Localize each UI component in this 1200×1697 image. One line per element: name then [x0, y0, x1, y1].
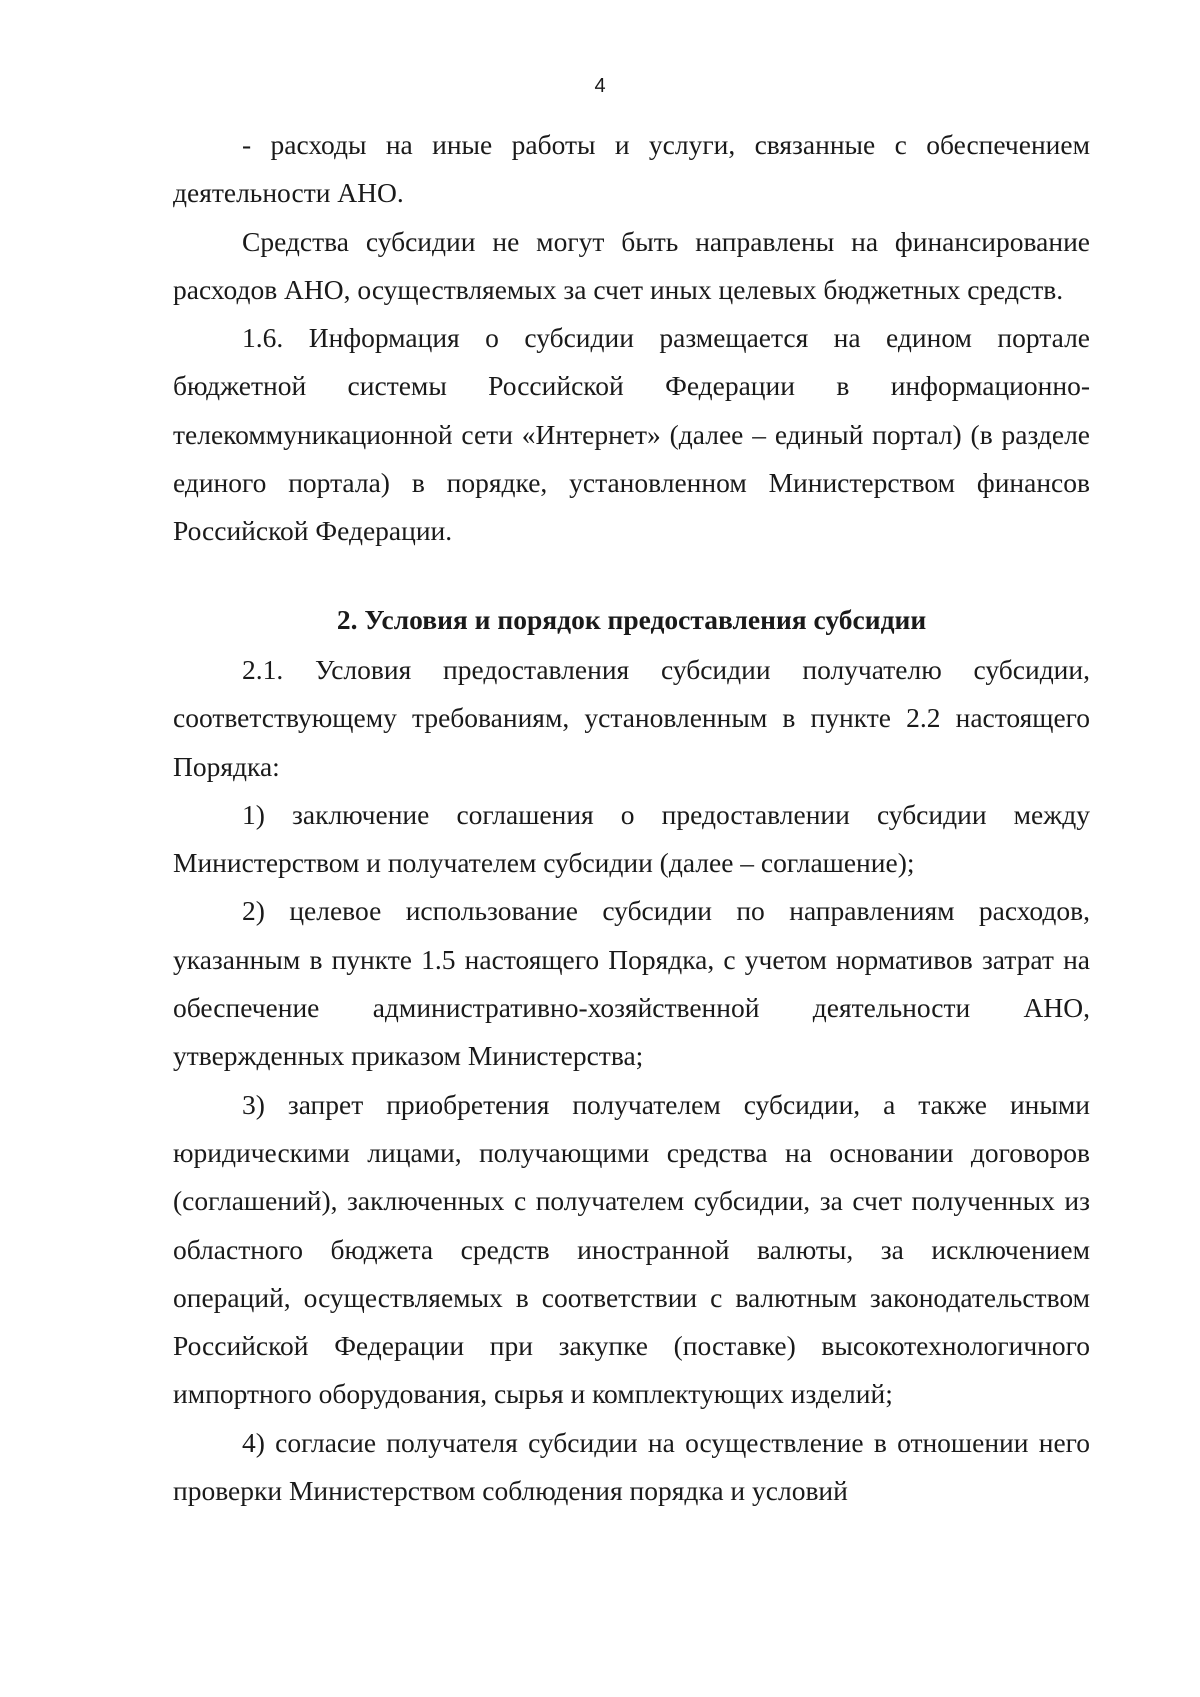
page-number: 4 — [594, 75, 606, 97]
list-item-3: 3) запрет приобретения получателем субсидии, а также иными юридическими лицами, получающими средства на основании договоров (соглашений), заключенных с получателем субсидии, за счет полученных из областного бюджета средств иностранной валюты, за исключением операций, осуществляемых в соответствии с валютным законодательством Российской Федерации при закупке (поставке) высокотехнологичного импортного оборудования, сырья и комплектующих изделий; — [173, 1088, 1090, 1410]
paragraph-2-1: 2.1. Условия предоставления субсидии получателю субсидии, соответствующему требованиям, установленным в пункте 2.2 настоящего Порядка: — [173, 653, 1090, 782]
list-item-2: 2) целевое использование субсидии по направлениям расходов, указанным в пункте 1.5 настоящего Порядка, с учетом нормативов затрат на обеспечение административно-хозяйственной деятельности АНО, утвержденных приказом Министерства; — [173, 895, 1090, 1072]
list-item-4: 4) согласие получателя субсидии на осуществление в отношении него проверки Министерством соблюдения порядка и условий — [173, 1426, 1090, 1507]
section-heading-2: 2. Условия и порядок предоставления субсидии — [336, 603, 927, 635]
paragraph-1-6: 1.6. Информация о субсидии размещается на едином портале бюджетной системы Российской Федерации в информационно-телекоммуникационной сети «Интернет» (далее – единый портал) (в разделе единого портала) в порядке, установленном Министерством финансов Российской Федерации. — [173, 322, 1090, 547]
paragraph-expenses-other: - расходы на иные работы и услуги, связанные с обеспечением деятельности АНО. — [173, 129, 1090, 209]
document-body — [173, 121, 1090, 1515]
list-item-1: 1) заключение соглашения о предоставлении субсидии между Министерством и получателем субсидии (далее – соглашение); — [173, 798, 1090, 879]
paragraph-subsidy-restriction: Средства субсидии не могут быть направлены на финансирование расходов АНО, осуществляемых за счет иных целевых бюджетных средств. — [173, 225, 1090, 305]
